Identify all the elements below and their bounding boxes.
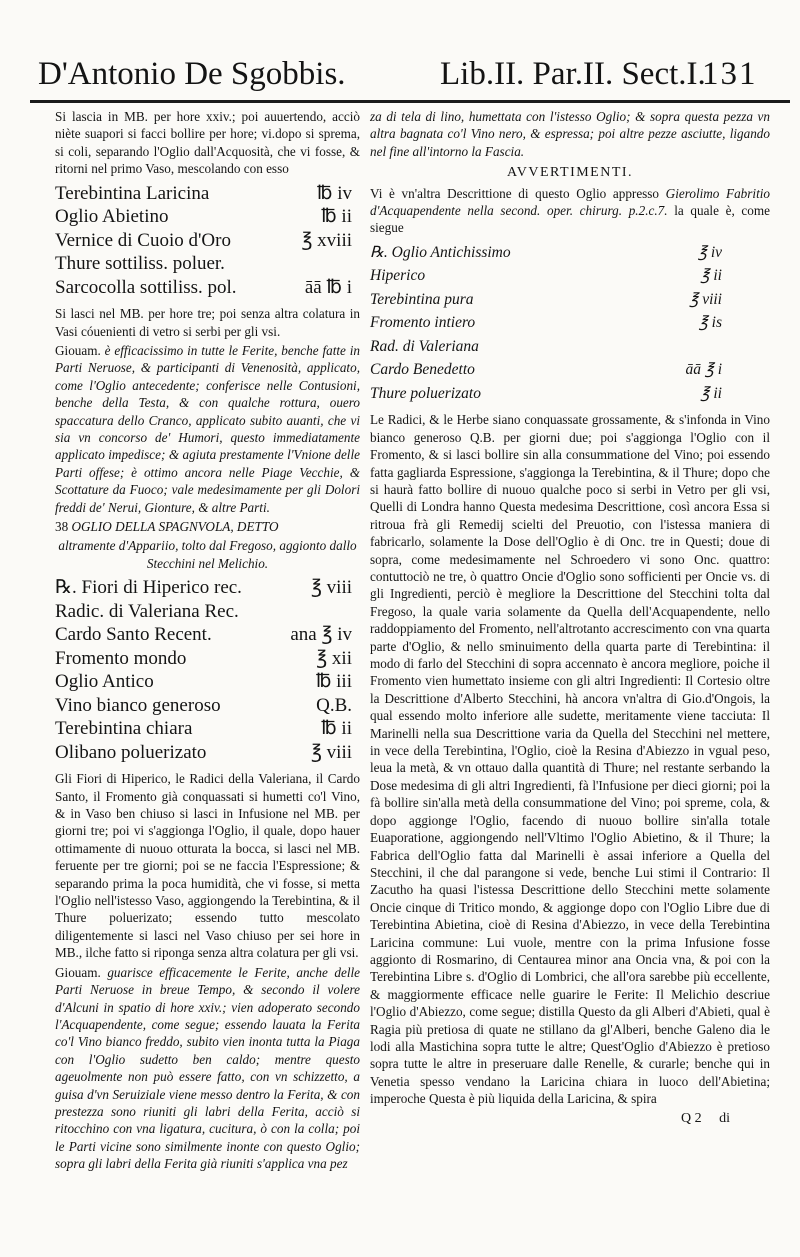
recipe-line [55, 694, 360, 718]
recipe-list [55, 182, 360, 300]
recipe-line [55, 229, 360, 253]
recipe-list [370, 241, 770, 406]
recipe-list [55, 576, 360, 764]
recipe-line [370, 335, 730, 359]
entry-subtitle: altramente d'Appariio, tolto dal Fregoso, aggionto dallo Stecchini nel Melichio. [58, 538, 357, 571]
paragraph [370, 185, 770, 237]
catchword: di [719, 1110, 730, 1126]
ingredient-quantity: ana ℥ iv [290, 624, 352, 646]
recipe-line [370, 288, 730, 312]
page-number: 131 [702, 56, 758, 92]
ingredient-quantity: ℥ xviii [301, 229, 352, 251]
recipe-line [55, 670, 360, 694]
ingredient-name: Rad. di Valeriana [370, 337, 479, 355]
ingredient-name: Radic. di Valeriana Rec. [55, 600, 239, 622]
recipe-line [55, 600, 360, 624]
ingredient-quantity: āā ℥ i [685, 361, 722, 379]
ingredient-name: Terebintina chiara [55, 718, 193, 740]
ingredient-name: Olibano poluerizato [55, 741, 207, 763]
recipe-line [55, 741, 360, 765]
recipe-line [370, 311, 730, 335]
paragraph-text: la quale è, come siegue [370, 203, 770, 236]
ingredient-quantity: Q.B. [316, 694, 352, 716]
ingredient-quantity: ℥ viii [689, 290, 722, 308]
ingredient-name: Terebintina pura [370, 290, 474, 308]
ingredient-name: ℞. Fiori di Hiperico rec. [55, 577, 242, 599]
recipe-line [370, 264, 730, 288]
recipe-line [370, 241, 730, 265]
ingredient-name: Fromento intiero [370, 314, 476, 332]
recipe-line [55, 576, 360, 600]
ingredient-quantity: āā ℔ i [304, 276, 352, 298]
speaker-label: Giouam. [55, 964, 101, 980]
ingredient-quantity: ℥ iv [697, 243, 722, 261]
ingredient-name: Vernice di Cuoio d'Oro [55, 229, 231, 251]
ingredient-quantity: ℔ iii [315, 671, 352, 693]
paragraph-text: Vi è vn'altra Descrittione di questo Oglio appresso [370, 185, 660, 201]
ingredient-quantity: ℔ ii [321, 206, 352, 228]
ingredient-name: Sarcocolla sottiliss. pol. [55, 276, 237, 298]
recipe-line [55, 276, 360, 300]
paragraph [55, 342, 360, 516]
entry-heading [55, 518, 360, 535]
paragraph [55, 964, 360, 1173]
ingredient-quantity: ℥ ii [700, 267, 722, 285]
left-column [55, 108, 360, 1175]
ingredient-quantity: ℔ ii [321, 718, 352, 740]
signature-mark: Q 2 [680, 1110, 702, 1126]
ingredient-name: Cardo Benedetto [370, 361, 475, 379]
ingredient-quantity: ℥ viii [310, 577, 352, 599]
paragraph: Si lasci nel MB. per hore tre; poi senza altra colatura in Vasi cóuenienti di vetro si serbi per gli vsi. [55, 306, 360, 339]
right-column [370, 108, 770, 1127]
running-header [30, 50, 790, 103]
paragraph: Gli Fiori di Hiperico, le Radici della Valeriana, il Cardo Santo, il Fromento già conquassati si humetti co'l Vino, & in Vaso ben chiuso si lasci in Infusione nel MB. per giorni tre; poi vi s'aggionga l'Oglio, il quale, dopo hauer ottimamente di nuouo otturata la bocca, si lasci nel MB. feruente per tre giorni; poi se ne faccia l'Espressione; & separando prima la poca humidità, che vi fosse, si metta l'Oglio nell'istesso Vaso, aggiongendo la Terebintina, & il Thure poluerizato; essendo tutto mescolato diligentemente si lasci nel Vaso chiuso per sei hore in MB., ilche fatto si riponga senza altra colatura per gli vsi. [55, 771, 360, 961]
ingredient-name: ℞. Oglio Antichissimo [370, 243, 511, 261]
recipe-line [55, 647, 360, 671]
ingredient-name: Oglio Abietino [55, 206, 169, 228]
ingredient-name: Cardo Santo Recent. [55, 624, 212, 646]
ingredient-quantity: ℔ iv [316, 182, 352, 204]
ingredient-quantity: ℥ is [698, 314, 722, 332]
recipe-line [370, 358, 730, 382]
recipe-line [55, 717, 360, 741]
recipe-line [370, 382, 730, 406]
paragraph-italic: è efficacissimo in tutte le Ferite, benche fatte in Parti Neruose, & participanti di Venenosità, applicato, come l'Oglio antecedente; conferisce nelle Contusioni, benche della Testa, & con qualche rottura, ouero spaccatura dello Cranco, applicato subito auanti, che vi sia vn concorso de' Humori, questo immediatamente applicato impedisce; & agiuta prestamente l'Vnione delle Parti offese; è ottimo ancora nelle Piage Vecchie, & Scottature da Fuoco; vale medesimamente per gli Dolori freddi de' Nerui, Gionture, & altre Parti. [55, 342, 360, 515]
ingredient-name: Fromento mondo [55, 647, 187, 669]
speaker-label: Giouam. [55, 342, 101, 358]
recipe-line [55, 205, 360, 229]
paragraph-italic: guarisce efficacemente le Ferite, anche delle Parti Neruose in breue Tempo, & secondo il volere d'Alcuni in spatio di hore xxiv.; vien adoperato secondo l'Acquapendente, come segue; essendo lauata la Ferita co'l Vino bianco freddo, subito vien inonta tutta la Piaga con l'Oglio sudetto ben caldo; mentre questo ageuolmente non può essere fatto, con vn schizzetto, a guisa d'vn Seruiziale viene messo dentro la Ferita, & con prestezza sono riuniti gli labri della Ferita, acciò si ritocchino con vna ligatura, cucitura, ò con la colla; poi le Parti vicine sono similmente inonte con questo Oglio; sopra gli labri della Ferita già riuniti s'applica vna pez [55, 964, 360, 1172]
ingredient-quantity: ℥ xii [316, 647, 352, 669]
entry-number: 38 [55, 519, 69, 534]
entry-title: OGLIO DELLA SPAGNVOLA, DETTO [71, 519, 279, 534]
paragraph: Le Radici, & le Herbe siano conquassate grossamente, & s'infonda in Vino bianco generoso Q.B. per giorni due; poi s'aggionga l'Oglio con il Fromento, & si lasci bollire sin alla consummatione del Vino; poi essendo fatta gagliarda Espressione, s'aggionga la Terebintina, & il Thure; dopo che si haurà fatto bollire di nuouo qualche poco si serbi in Vetro per gli vsi, Quelli di Londra hanno Questa medesima Descrittione, così ancora Essa si ritroua frà gli Remedij scielti del Preuotio, con l'istessa maniera di fabricarlo, solamente la Dose dell'Oglio è di Onc. tre in Questi; doue di sopra, come medesimamente nel Schroedero vi sono Onc. quattro: contuttociò ne tre, ò quattro Oncie d'Oglio sono sofficienti per Oncie vs. di gli Ingredienti, perciò è megliore la Descrittione del Stecchini tolta dal Fregoso, la quale varia solamente da Quella dell'Acquapendente, nello raddoppiamento del Fromento, nell'altrotanto accrescimento con vna quarta parte d'Oglio, & nello sminuimento della quarta parte di Terebintina: il modo di farlo del Stecchini di sopra accennato è ancora megliore, poiche il Fromento vien humettato insieme con gli altri Ingredienti: Il Cortesio oltre la Descrittione d'Alberto Stecchini, hà ancora vn'altra di Gio.d'Ongois, la qual essendo molto inferiore alle sudette, meritamente viene tacciuta: Il Marinelli nella sua Descrittione varia da Quella del Stecchini nel mettere, in vece della Terebintina, l'Oglio, cioè la Resina d'Abiezzo in vgual peso, leua la metà, & vn ottauo dalla quantità di Thure; nel restante serbando la Dose medesima di gli altri Ingredienti, fà l'Infusione per dieci giorni; poi la fà bollire sin'alla metà della consummatione del Vino; poi spreme, cola, & dopo aggionge l'Oglio, facendo di nuouo bollire sin'alla totale Euaporatione, aggiongendo nell'Vltimo l'Oglio Abietino, & il Thure; la Fabrica dell'Oglio fatta dal Marinelli è assai inferiore a Quella del Stecchini, il che dal parangone si vede, benche Lui stimi il Contrario: Il Zacutho ha quasi l'istessa Descrittione dello Stecchini mette solamente Oncie cinque di Tritico mondo, & aggionge dopo con l'Oglio Libre due di Terebintina Abietina, cioè di Resina d'Abiezzo, in vece della Terebintina Laricina commune: Lui vuole, mentre con la prima Infusione fosse aggionto di Rosmarino, di Centaurea minor ana Oncia vna, & poi con la Terebintina Libre s. d'Oglio di Lombrici, che all'ora sarebbe più eccellente, & maggiormente efficace nelle guarire le Ferite: Il Melichio descriue l'Oglio d'Abiezzo, come segue; distilla Questo da gli Alberi d'Abieti, qual è Ragia più pretiosa di quate ne stillano da gl'Alberi, benche Galeno dia le lodi alla Mastichina sopra tutte le altre; Quest'Oglio d'Abiezzo è pretioso sopra tutte le altre in preseruare dalle Renelle, & curarle; benche qui in Venetia spesso vendano la Laricina chiara in luoco dell'Abietina; imperoche Questa è più liquida della Laricina, & spira [370, 412, 770, 1107]
recipe-line [55, 182, 360, 206]
ingredient-quantity [722, 335, 730, 359]
ingredient-name: Hiperico [370, 267, 426, 285]
header-author: D'Antonio De Sgobbis. [38, 56, 346, 92]
ingredient-name: Thure sottiliss. poluer. [55, 253, 225, 275]
ingredient-quantity: ℥ viii [310, 741, 352, 763]
ingredient-name: Terebintina Laricina [55, 182, 210, 204]
ingredient-name: Thure poluerizato [370, 384, 481, 402]
recipe-line [55, 623, 360, 647]
ingredient-quantity: ℥ ii [700, 384, 722, 402]
ingredient-quantity [352, 600, 360, 624]
recipe-line [55, 252, 360, 276]
ingredient-name: Vino bianco generoso [55, 694, 221, 716]
paragraph-italic: za di tela di lino, humettata con l'istesso Oglio; & sopra questa pezza vn altra bagnata co'l Vino nero, & espressa; poi altre pezze asciutte, ligando nel fine all'intorno la Fascia. [370, 109, 770, 159]
signature-line [370, 1110, 770, 1127]
ingredient-quantity [352, 252, 360, 276]
ingredient-name: Oglio Antico [55, 671, 154, 693]
header-book-section: Lib.II. Par.II. Sect.I. [440, 56, 706, 92]
citation: Gierolimo Fabritio d'Acquapendente nella second. oper. chirurg. p.2.c.7. [370, 185, 770, 219]
section-title: AVVERTIMENTI. [506, 165, 634, 181]
paragraph: Si lascia in MB. per hore xxiv.; poi auuertendo, acciò niète suapori si facci bollire per hore; vi.dopo si sprema, si coli, separando l'Oglio dall'Acquosità, che vi fosse, & ritorni nel primo Vaso, mescolando con esso [55, 109, 360, 177]
